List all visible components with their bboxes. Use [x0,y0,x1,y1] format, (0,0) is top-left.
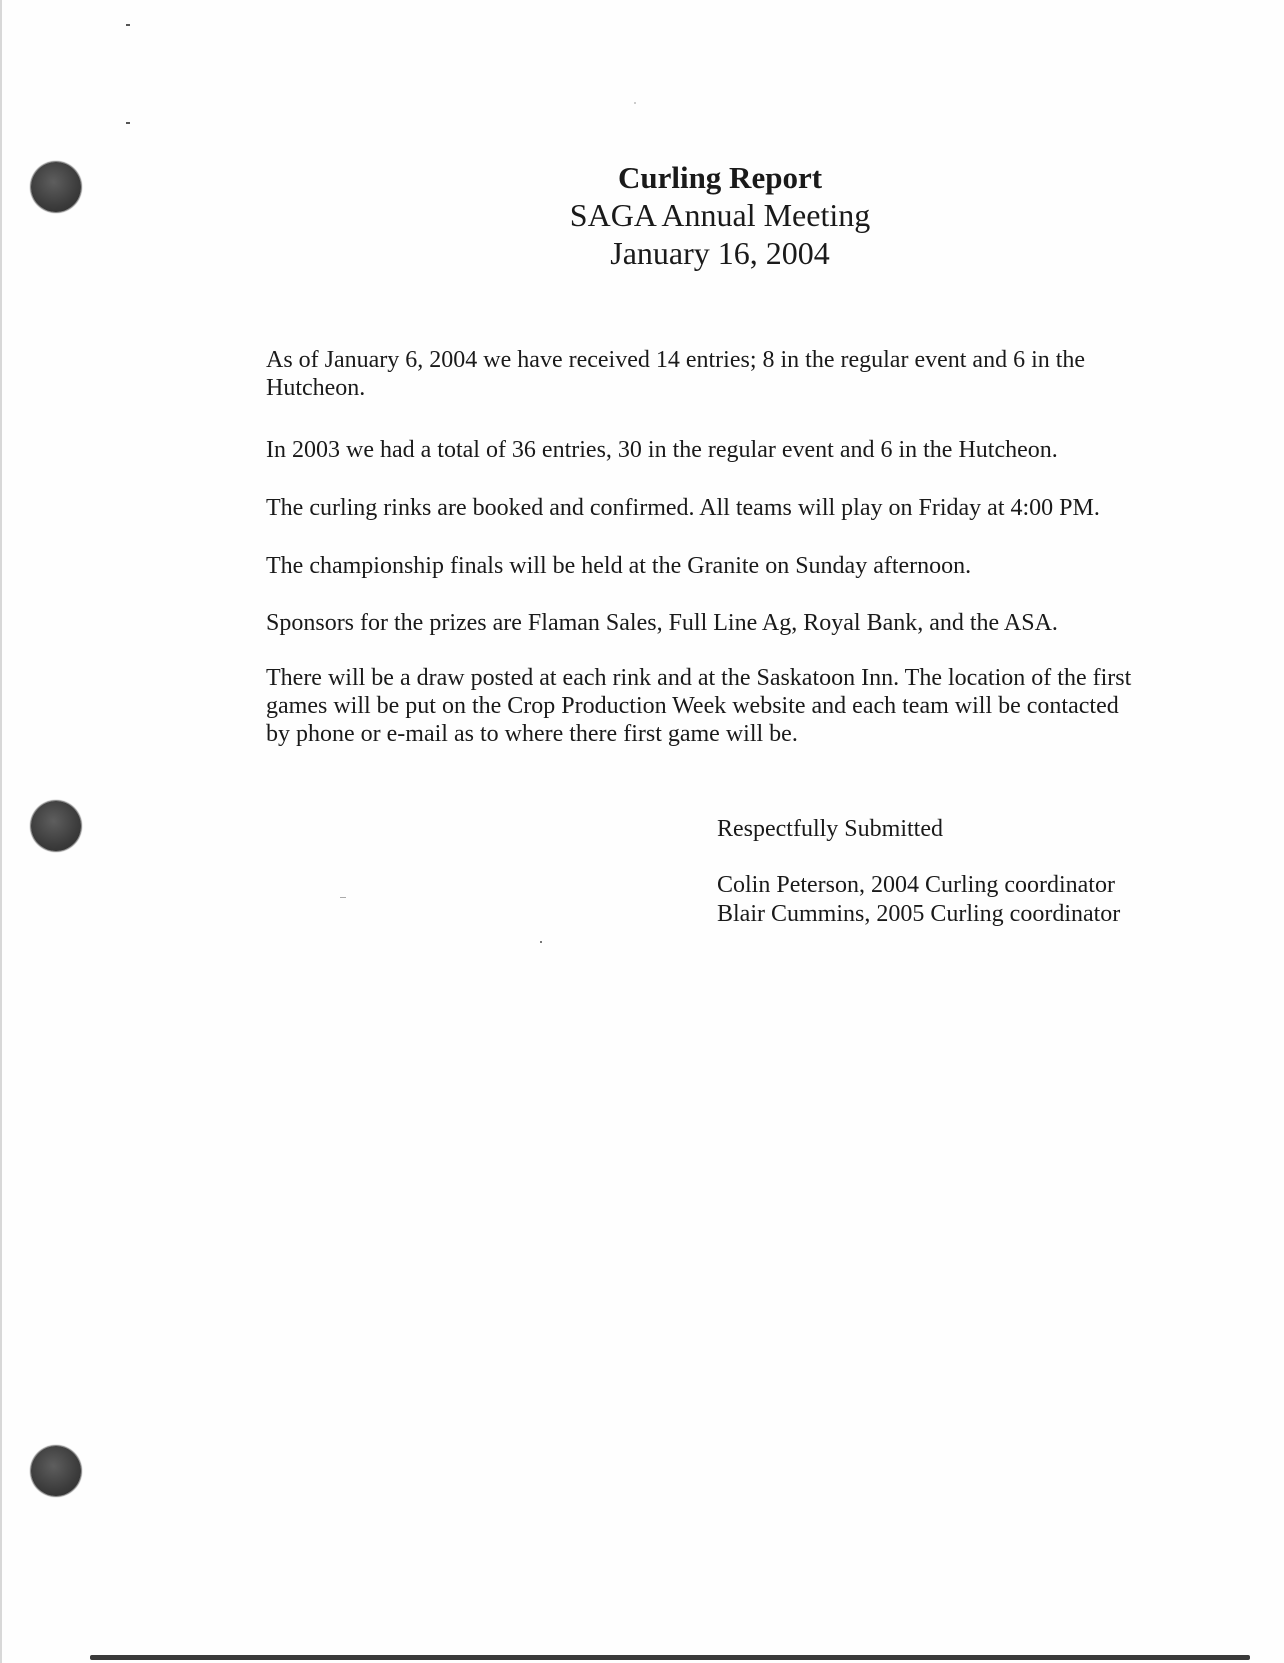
paragraph-entries-2003: In 2003 we had a total of 36 entries, 30 in the regular event and 6 in the Hutcheon. [266,437,1058,463]
signatory-colin-peterson: Colin Peterson, 2004 Curling coordinator [717,872,1115,898]
signature-block [717,815,1120,929]
document-heading [420,160,1020,272]
paragraph-rinks: The curling rinks are booked and confirmed. All teams will play on Friday at 4:00 PM. [266,495,1100,521]
document-subtitle: SAGA Annual Meeting [569,197,871,233]
scan-left-edge [0,0,2,1663]
document-date: January 16, 2004 [610,235,830,271]
signatory-blair-cummins: Blair Cummins, 2005 Curling coordinator [717,901,1121,927]
scan-speck [340,897,346,898]
document-title: Curling Report [617,160,823,195]
scan-speck [540,941,542,943]
scan-bottom-edge [90,1655,1250,1660]
paragraph-finals: The championship finals will be held at the Granite on Sunday afternoon. [266,553,972,579]
paragraph-sponsors: Sponsors for the prizes are Flaman Sales, Full Line Ag, Royal Bank, and the ASA. [266,610,1058,636]
punch-hole-bottom [31,1446,81,1496]
punch-hole-middle [31,801,81,851]
scan-speck [126,122,130,124]
punch-hole-top [31,162,81,212]
scan-speck [126,24,130,26]
scan-speck [634,102,636,104]
paragraph-entries-2004: As of January 6, 2004 we have received 14 entries; 8 in the regular event and 6 in the Hutcheon. [266,347,1086,401]
signatory-list [717,871,1120,929]
paragraph-draw: There will be a draw posted at each rink and at the Saskatoon Inn. The location of the first games will be put on the Crop Production Week website and each team will be contacted by phone or e-mail as to where there first game will be. [266,665,1132,747]
closing-line: Respectfully Submitted [717,816,943,842]
